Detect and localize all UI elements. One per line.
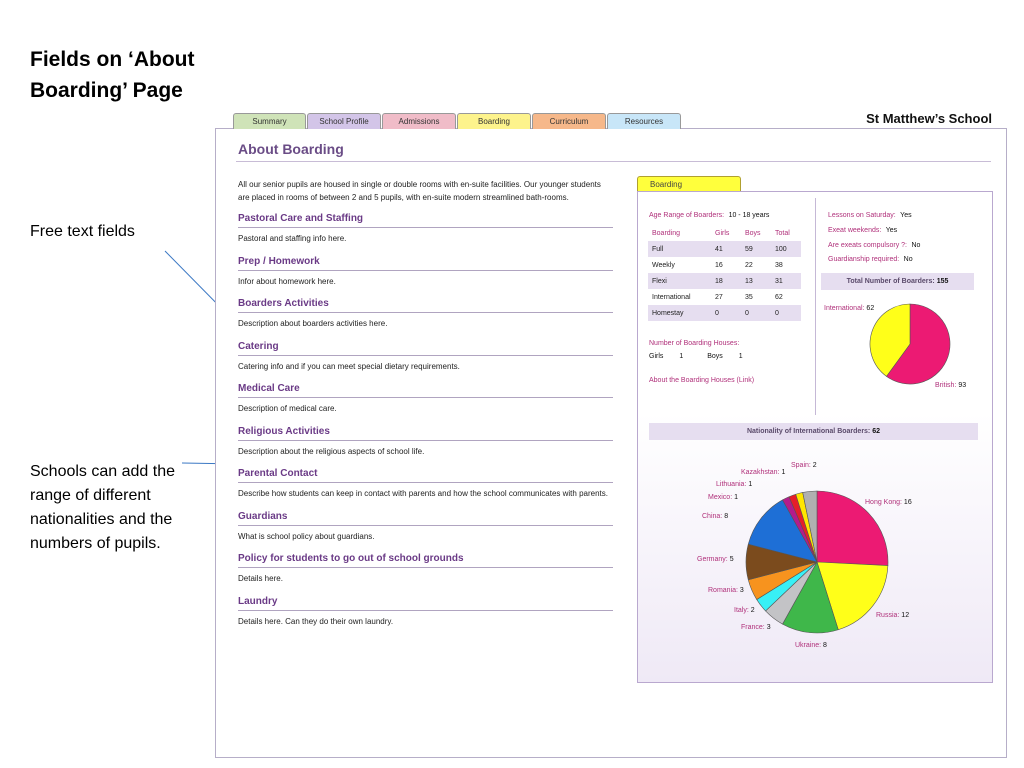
pie2-label-germany: Germany: 5 [697, 556, 734, 563]
info-label: Are exeats compulsory ?: [828, 242, 907, 249]
pie1-label-international: International: 62 [824, 305, 875, 312]
info-value: Yes [900, 212, 912, 219]
info-label: Lessons on Saturday: [828, 212, 896, 219]
houses-girls-value: 1 [679, 353, 684, 360]
section-text: What is school policy about guardians. [238, 531, 375, 541]
section-text: Description about the religious aspects of school life. [238, 446, 425, 456]
pie2-label-china: China: 8 [702, 513, 729, 520]
table-cell: 38 [775, 261, 783, 269]
section-text: Description of medical care. [238, 404, 337, 413]
info-value: No [903, 256, 913, 263]
intl-boarders-value: 62 [872, 428, 881, 435]
total-boarders-value: 155 [936, 278, 949, 285]
pie2-label-mexico: Mexico: 1 [708, 494, 738, 501]
table-cell: 18 [711, 273, 741, 289]
table-cell: 35 [745, 293, 753, 301]
section-title: Catering [238, 340, 613, 356]
section-text: Catering info and if you can meet special dietary requirements. [238, 361, 460, 371]
section-title: Pastoral Care and Staffing [238, 212, 613, 228]
section-title: Religious Activities [238, 425, 613, 441]
section-text: Details here. [238, 574, 283, 583]
section-text: Describe how students can keep in contact with parents and how the school communicates with parents. [238, 489, 608, 498]
school-name: St Matthew’s School [866, 111, 992, 126]
table-header: Total [775, 229, 790, 237]
table-header: Girls [715, 229, 730, 237]
tab-admissions[interactable]: Admissions [382, 113, 456, 129]
pie2-label-france: France: 3 [741, 624, 771, 631]
section-title: Parental Contact [238, 467, 613, 483]
pie2-label-romania: Romania: 3 [708, 587, 744, 594]
table-cell: Homestay [648, 305, 711, 321]
table-header: Boarding [652, 229, 681, 237]
table-cell: International [652, 293, 691, 301]
table-header: Boys [745, 229, 761, 237]
pie1-category: British [935, 382, 955, 389]
table-cell: 0 [771, 305, 801, 321]
info-value: Yes [885, 227, 898, 234]
table-cell: 41 [711, 241, 741, 257]
table-cell: 100 [771, 241, 801, 257]
houses-girls-label: Girls [649, 353, 664, 360]
houses-boys-label: Boys [707, 353, 723, 360]
boarding-houses-link[interactable]: About the Boarding Houses (Link) [649, 377, 755, 384]
table-cell: 16 [715, 261, 723, 269]
houses-boys-value: 1 [738, 353, 743, 360]
table-cell: 59 [741, 241, 771, 257]
pie2-label-kazakhstan: Kazakhstan: 1 [741, 469, 786, 476]
page-title: About Boarding [238, 141, 344, 157]
section-text: Infor about homework here. [238, 276, 336, 286]
section-title: Guardians [238, 510, 613, 526]
age-range-label: Age Range of Boarders: [649, 212, 725, 219]
pie2-label-russia: Russia: 12 [876, 612, 910, 619]
table-cell: 13 [741, 273, 771, 289]
section-text: Description about boarders activities here. [238, 319, 388, 328]
table-cell: Weekly [652, 261, 675, 269]
table-cell: Flexi [648, 273, 711, 289]
pie1-value: 93 [958, 382, 967, 389]
info-label: Exeat weekends: [828, 227, 882, 234]
note-free-text-fields: Free text fields [30, 223, 135, 240]
pie1-label-british: British: 93 [935, 382, 967, 389]
tab-summary[interactable]: Summary [233, 113, 306, 129]
table-cell: 62 [775, 293, 783, 301]
info-label: Guardianship required: [828, 256, 900, 263]
table-cell: 0 [741, 305, 771, 321]
tab-school-profile[interactable]: School Profile [307, 113, 381, 129]
pie2-label-ukraine: Ukraine: 8 [795, 642, 827, 649]
pie2-label-hong-kong: Hong Kong: 16 [865, 499, 912, 506]
pie2-label-lithuania: Lithuania: 1 [716, 481, 753, 488]
table-cell: 0 [711, 305, 741, 321]
pie1-category: International [824, 305, 863, 312]
intro-text: All our senior pupils are housed in single or double rooms with en-suite facilities. Our younger students are placed in rooms of between 2 and 5 pupils, with en-suite modern streamlined bath-rooms. [238, 180, 601, 202]
section-title: Boarders Activities [238, 297, 613, 313]
section-title: Laundry [238, 595, 613, 611]
section-text: Details here. Can they do their own laundry. [238, 616, 394, 626]
table-cell: 27 [715, 293, 723, 301]
tab-boarding[interactable]: Boarding [457, 113, 531, 129]
tab-resources[interactable]: Resources [607, 113, 681, 129]
slide-title: Fields on ‘About Boarding’ Page [30, 48, 195, 102]
info-value: No [911, 242, 921, 249]
table-cell: 22 [745, 261, 753, 269]
intl-boarders-label: Nationality of International Boarders: [746, 428, 871, 435]
section-title: Medical Care [238, 382, 613, 398]
pie2-label-spain: Spain: 2 [791, 462, 817, 469]
table-cell: Full [648, 241, 711, 257]
tab-curriculum[interactable]: Curriculum [532, 113, 606, 129]
section-title: Prep / Homework [238, 255, 613, 271]
table-cell: 31 [771, 273, 801, 289]
boarding-panel-tab[interactable]: Boarding [637, 176, 741, 191]
total-boarders-label: Total Number of Boarders: [846, 278, 935, 285]
boarding-houses-label: Number of Boarding Houses: [649, 340, 740, 347]
pie1-value: 62 [866, 305, 875, 312]
age-range-value: 10 - 18 years [728, 212, 770, 219]
note-nationalities: Schools can add the range of different nationalities and the numbers of pupils. [30, 463, 175, 552]
section-title: Policy for students to go out of school grounds [238, 552, 613, 568]
pie2-label-italy: Italy: 2 [734, 607, 755, 614]
section-text: Pastoral and staffing info here. [238, 234, 347, 243]
